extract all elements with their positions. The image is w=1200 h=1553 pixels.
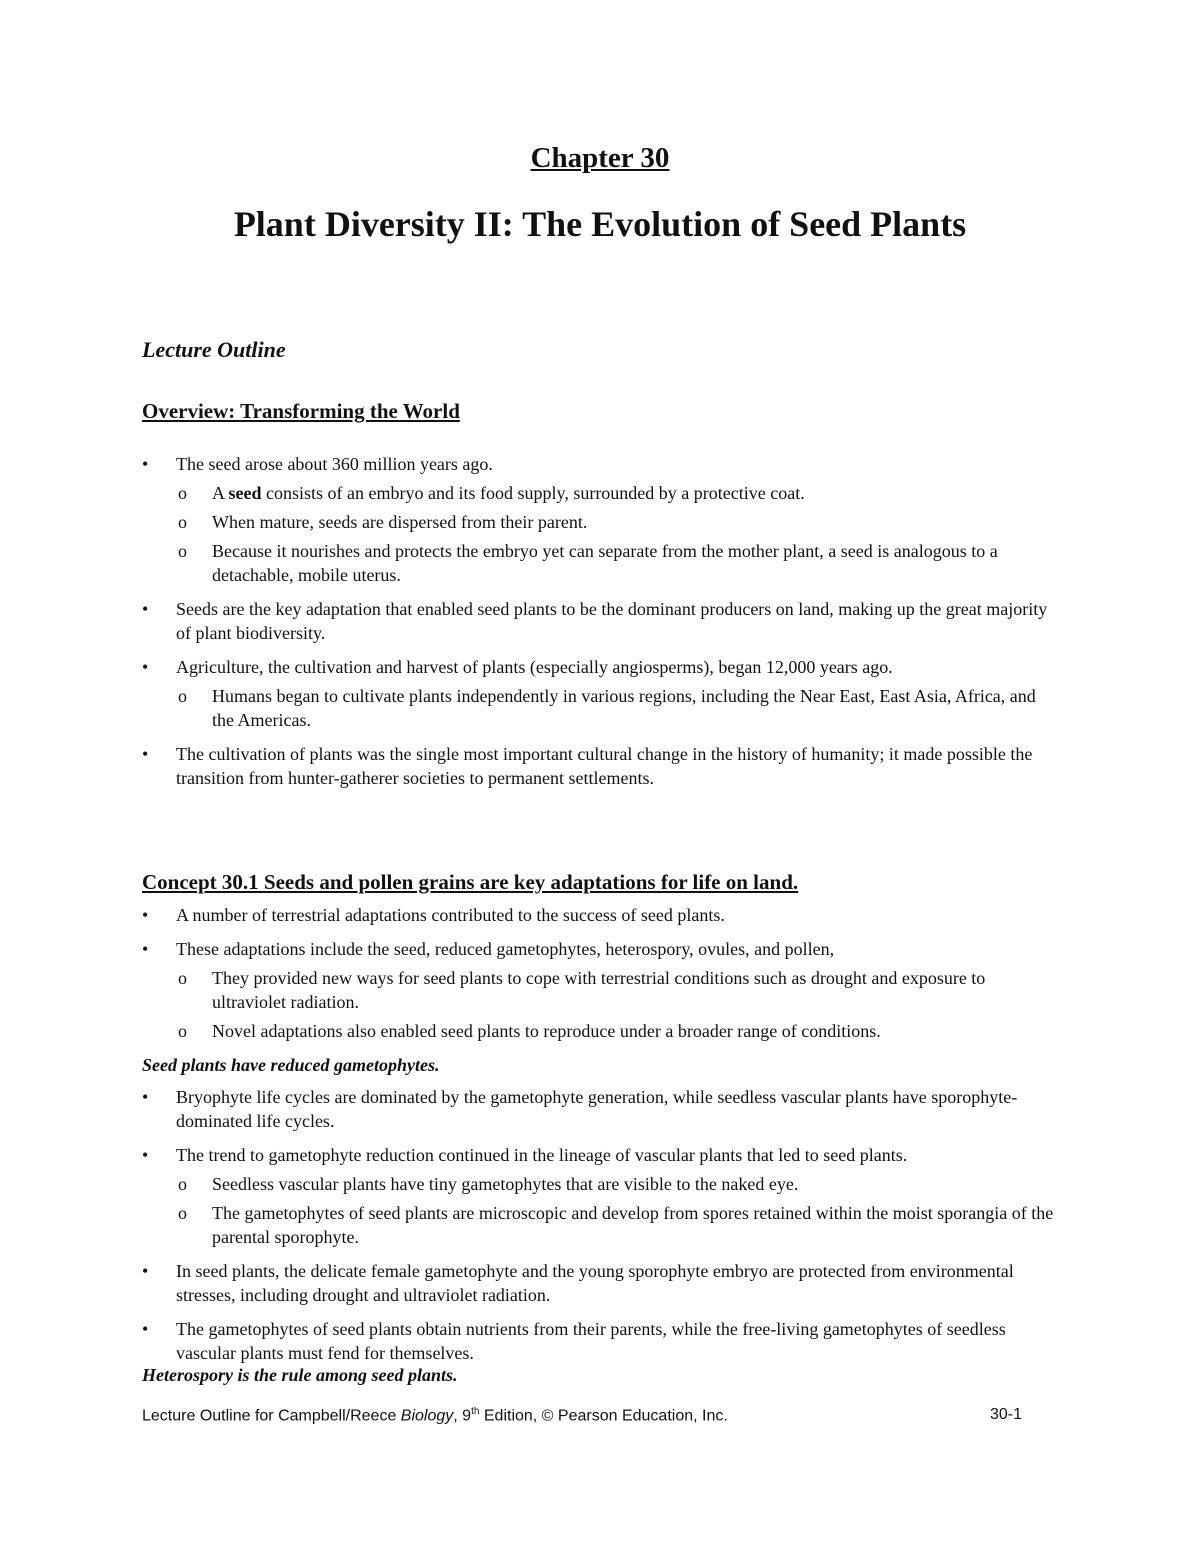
list-item: • Seeds are the key adaptation that enabled seed plants to be the dominant producers on land, making up the great majority of plant biodiversity.: [142, 597, 1062, 645]
concept-section: [142, 869, 1062, 1385]
list-item: o Because it nourishes and protects the embryo yet can separate from the mother plant, a seed is analogous to a detachable, mobile uterus.: [142, 539, 1062, 587]
list-item: • The cultivation of plants was the single most important cultural change in the history of humanity; it made possible the transition from hunter-gatherer societies to permanent settlements.: [142, 742, 1062, 790]
list-item: • In seed plants, the delicate female gametophyte and the young sporophyte embryo are protected from environmental stresses, including drought and ultraviolet radiation.: [142, 1259, 1062, 1307]
list-item: • A number of terrestrial adaptations contributed to the success of seed plants.: [142, 903, 1062, 927]
list-item: o When mature, seeds are dispersed from their parent.: [142, 510, 1062, 534]
lecture-outline-label: Lecture Outline: [142, 337, 286, 362]
seed-term: seed: [228, 483, 262, 503]
list-item: o Novel adaptations also enabled seed plants to reproduce under a broader range of conditions.: [142, 1019, 1062, 1043]
list-item: o Seedless vascular plants have tiny gametophytes that are visible to the naked eye.: [142, 1172, 1062, 1196]
page-number: 30-1: [989, 1406, 1022, 1423]
list-item: • The gametophytes of seed plants obtain nutrients from their parents, while the free-living gametophytes of seedless vascular plants must fend for themselves.: [142, 1317, 1062, 1365]
list-item: o Humans began to cultivate plants independently in various regions, including the Near East, East Asia, Africa, and the Americas.: [142, 684, 1062, 732]
subheading: Seed plants have reduced gametophytes.: [142, 1055, 440, 1075]
page-footer: Lecture Outline for Campbell/Reece Biology, 9th Edition, © Pearson Education, Inc. 30-1: [142, 1406, 1022, 1425]
list-item: o The gametophytes of seed plants are microscopic and develop from spores retained within the moist sporangia of the parental sporophyte.: [142, 1201, 1062, 1249]
subheading: Heterospory is the rule among seed plants.: [142, 1365, 458, 1385]
list-item: • These adaptations include the seed, reduced gametophytes, heterospory, ovules, and pollen,: [142, 937, 1062, 961]
list-item: o A seed consists of an embryo and its food supply, surrounded by a protective coat.: [142, 481, 1062, 505]
overview-section: [142, 398, 1062, 796]
overview-heading: Overview: Transforming the World: [142, 399, 460, 423]
list-item: • The seed arose about 360 million years ago.: [142, 452, 1062, 476]
concept-heading: Concept 30.1 Seeds and pollen grains are key adaptations for life on land.: [142, 870, 799, 894]
list-item: • The trend to gametophyte reduction continued in the lineage of vascular plants that led to seed plants.: [142, 1143, 1062, 1167]
list-item: • Bryophyte life cycles are dominated by the gametophyte generation, while seedless vascular plants have sporophyte-dominated life cycles.: [142, 1085, 1062, 1133]
chapter-label: Chapter 30: [530, 142, 670, 174]
list-item: o They provided new ways for seed plants to cope with terrestrial conditions such as drought and exposure to ultraviolet radiation.: [142, 966, 1062, 1014]
page-title: Plant Diversity II: The Evolution of Seed Plants: [233, 204, 967, 244]
list-item: • Agriculture, the cultivation and harvest of plants (especially angiosperms), began 12,000 years ago.: [142, 655, 1062, 679]
